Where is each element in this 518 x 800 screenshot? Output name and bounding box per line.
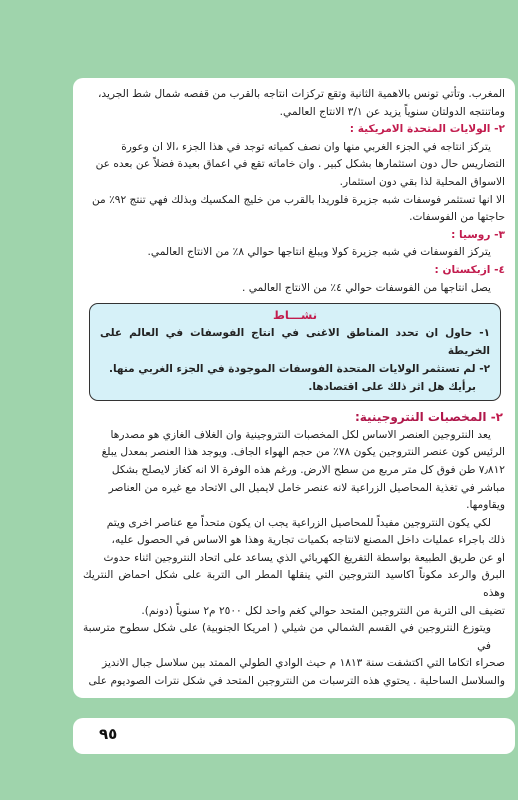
paragraph-line: حاجتها من الفوسفات.	[409, 211, 505, 224]
paragraph-line: يعد النتروجين العنصر الاساس لكل المخصبات النتروجينية وان الغلاف الغازي هو مصدرها	[110, 428, 491, 441]
paragraph-line: مباشر في تغذية المحاصيل الزراعية لانه عنصر خامل لايميل الى الاتحاد مع غيره من العناصر	[108, 481, 505, 494]
section-title: المخصبات النتروجينية:	[354, 410, 487, 425]
activity-item: برأيك هل اثر ذلك على اقتصادها.	[308, 381, 476, 394]
paragraph-line: صحراء اتكاما التي اكتشفت سنة ١٨١٣ م حيث الوادي الطولي الممتد بين سلاسل جبال الانديز	[102, 657, 505, 670]
activity-item: ١- حاول ان تحدد المناطق الاغنى في انتاج الفوسفات في العالم على الخريطة	[100, 327, 490, 358]
activity-box	[89, 303, 501, 401]
paragraph-line: يتركز الفوسفات في شبه جزيرة كولا ويبلغ انتاجها حوالي ٨٪ من الانتاج العالمي.	[147, 246, 491, 259]
paragraph-line: ٧٫٨١٢ طن فوق كل متر مربع من سطح الارض. ورغم هذه الوفرة الا انه كغاز لايصلح بشكل	[111, 463, 505, 476]
section-heading	[83, 409, 505, 427]
paragraph-line: الرئيس كون عنصر النتروجين يكون ٧٨٪ من حجم الهواء الجاف. ويوجد هذا العنصر بمعدل يبلغ	[101, 446, 505, 459]
activity-item: ٢- لم تستثمر الولايات المتحدة الفوسفات الموجودة في الجزء الغربي منها.	[108, 363, 490, 376]
heading-usa: ٢- الولايات المتحدة الامريكية :	[349, 123, 505, 136]
heading-uzbekistan: ٤- ازبكستان :	[434, 263, 505, 276]
paragraph-line: ويقاومها.	[466, 499, 505, 512]
activity-title: نشـــاط	[272, 308, 318, 323]
paragraph-line: البرق والرعد مكوناً اكاسيد النتروجين التي ينقلها المطر الى التربة على شكل احماض النتريك وهذه	[83, 569, 505, 600]
section-number: ٢-	[490, 410, 503, 425]
page-number: ٩٥	[99, 725, 118, 743]
paragraph-line: ذلك باجراء عمليات داخل المصنع لانتاجه بكميات تجارية وهذا هو الاساس في الحصول عليه،	[111, 534, 505, 547]
paragraph-line: والسلاسل الساحلية . يحتوي هذه الترسبات من النتروجين المتحد في شكل نترات الصوديوم على	[88, 675, 505, 688]
paragraph-line: التضاريس حال دون استثمارها بشكل كبير . وان خاماته تقع في اعماق بعيدة فضلاً عن بعده عن	[95, 158, 505, 171]
paragraph-line: لكي يكون النتروجين مفيداً للمحاصيل الزراعية يجب ان يكون متحداً مع عناصر اخرى ويتم	[106, 516, 491, 529]
paragraph-line: يتركز انتاجه في الجزء الغربي منها وان نصف كمياته توجد في هذا الجزء ،الا ان وعورة	[121, 140, 491, 153]
paragraph-line: يصل انتاجها من الفوسفات حوالي ٤٪ من الانتاج العالمي .	[241, 281, 491, 294]
paragraph-line: او عن طريق الطبيعة بواسطة التفريغ الكهربائي الذي يساعد على اتحاد النتروجين اثناء حدوث	[103, 551, 505, 564]
paragraph-line: الا انها تستثمر فوسفات شبه جزيرة فلوريدا بالقرب من خليج المكسيك وبذلك فهي تنتج ٩٢٪ من	[91, 193, 505, 206]
paragraph-line: ويتوزع النتروجين في القسم الشمالي من شيلي ( امريكا الجنوبية) على شكل سطوح مترسبة في	[83, 622, 491, 652]
heading-russia: ٣- روسيا :	[451, 228, 505, 241]
paragraph-line: وماتنتجه الدولتان سنوياً يزيد عن ٣/١ الانتاج العالمي.	[279, 105, 505, 118]
paragraph-line: الاسواق المحلية لذا بقي دون استثمار.	[339, 175, 505, 188]
page-footer	[73, 718, 515, 754]
paragraph-line: المغرب. وتأتي تونس بالاهمية الثانية وتقع تركزات انتاجه بالقرب من قفصه شمال شط الجريد،	[98, 88, 505, 100]
paragraph-line: تضيف الى التربة من النتروجين المتحد حوالي كغم واحد لكل ٢٥٠٠ م٢ سنوياً (دونم).	[141, 604, 505, 617]
document-page	[73, 78, 515, 698]
